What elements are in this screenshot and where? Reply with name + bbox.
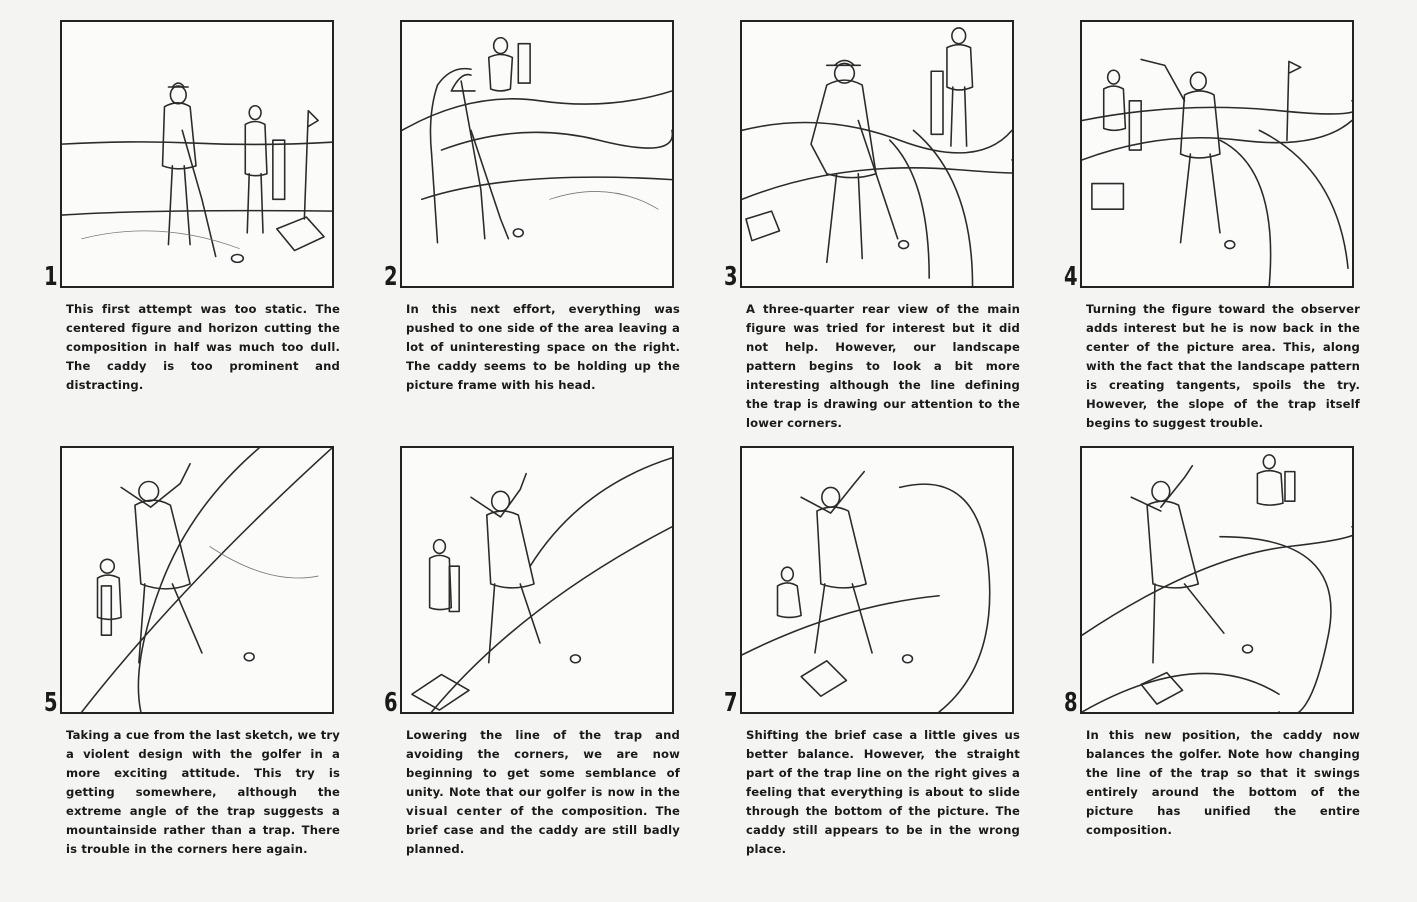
- panel-number-6: 6: [384, 688, 398, 718]
- caption-7: Shifting the brief case a little gives us better balance. However, the straight part of the trap line on the right gives a feeling that everything is about to slide through the bottom of the picture. The caddy still appears to be in the wrong place.: [746, 728, 1020, 856]
- sketch-frame-2: [400, 20, 674, 288]
- panel-8: [1064, 446, 1394, 876]
- sketch-frame-3: [740, 20, 1014, 288]
- caption-8: In this new position, the caddy now balances the golfer. Note how changing the line of the trap so that it swings entirely around the bottom of the picture has unified the entire composition.: [1086, 728, 1360, 837]
- panel-1: [44, 20, 374, 450]
- panel-4: [1064, 20, 1394, 450]
- panel-number-4: 4: [1064, 262, 1078, 292]
- panel-number-5: 5: [44, 688, 58, 718]
- panel-number-3: 3: [724, 262, 738, 292]
- panel-number-1: 1: [44, 262, 58, 292]
- panel-number-2: 2: [384, 262, 398, 292]
- sketch-1-illustration: [62, 22, 332, 286]
- sketch-7-illustration: [742, 448, 1012, 712]
- caption-4: Turning the figure toward the observer adds interest but he is now back in the center of the picture area. This, along with the fact that the landscape pattern is creating tangents, spoils the try. However, the slope of the trap itself begins to suggest trouble.: [1086, 302, 1360, 430]
- panel-5: [44, 446, 374, 876]
- caption-6: [406, 726, 680, 859]
- sketch-2-illustration: [402, 22, 672, 286]
- caption-6-text-before: Lowering the line of the trap and avoiding the corners, we are now beginning to get some semblance of unity. Note that our golfer is now in the: [406, 728, 680, 799]
- sketch-4-illustration: [1082, 22, 1352, 286]
- sketch-frame-5: [60, 446, 334, 714]
- sketch-frame-7: [740, 446, 1014, 714]
- sketch-frame-8: [1080, 446, 1354, 714]
- panel-3: [724, 20, 1054, 450]
- sketch-frame-1: [60, 20, 334, 288]
- sketch-3-illustration: [742, 22, 1012, 286]
- caption-3: A three-quarter rear view of the main figure was tried for interest but it did not help. However, our landscape pattern begins to look a bit more interesting although the line defining the trap is drawing our attention to the lower corners.: [746, 302, 1020, 430]
- sketch-frame-4: [1080, 20, 1354, 288]
- sketch-5-illustration: [62, 448, 332, 712]
- sketch-frame-6: [400, 446, 674, 714]
- caption-1: This first attempt was too static. The centered figure and horizon cutting the composition in half was much too dull. The caddy is too prominent and distracting.: [66, 302, 340, 392]
- caption-5: Taking a cue from the last sketch, we try a violent design with the golfer in a more exciting attitude. This try is getting somewhere, although the extreme angle of the trap suggests a mountainside rather than a trap. There is trouble in the corners here again.: [66, 728, 340, 856]
- sketch-6-illustration: [402, 448, 672, 712]
- panel-2: [384, 20, 714, 450]
- caption-2: In this next effort, everything was pushed to one side of the area leaving a lot of uninteresting space on the right. The caddy seems to be holding up the picture frame with his head.: [406, 302, 680, 392]
- caption-6-emphasis: visual center: [406, 804, 503, 818]
- caption-6-text-after: of the composition. The brief case and the caddy are still badly planned.: [406, 804, 681, 856]
- panel-number-7: 7: [724, 688, 738, 718]
- panel-number-8: 8: [1064, 688, 1078, 718]
- sketch-8-illustration: [1082, 448, 1352, 712]
- panel-6: [384, 446, 714, 876]
- panel-7: [724, 446, 1054, 876]
